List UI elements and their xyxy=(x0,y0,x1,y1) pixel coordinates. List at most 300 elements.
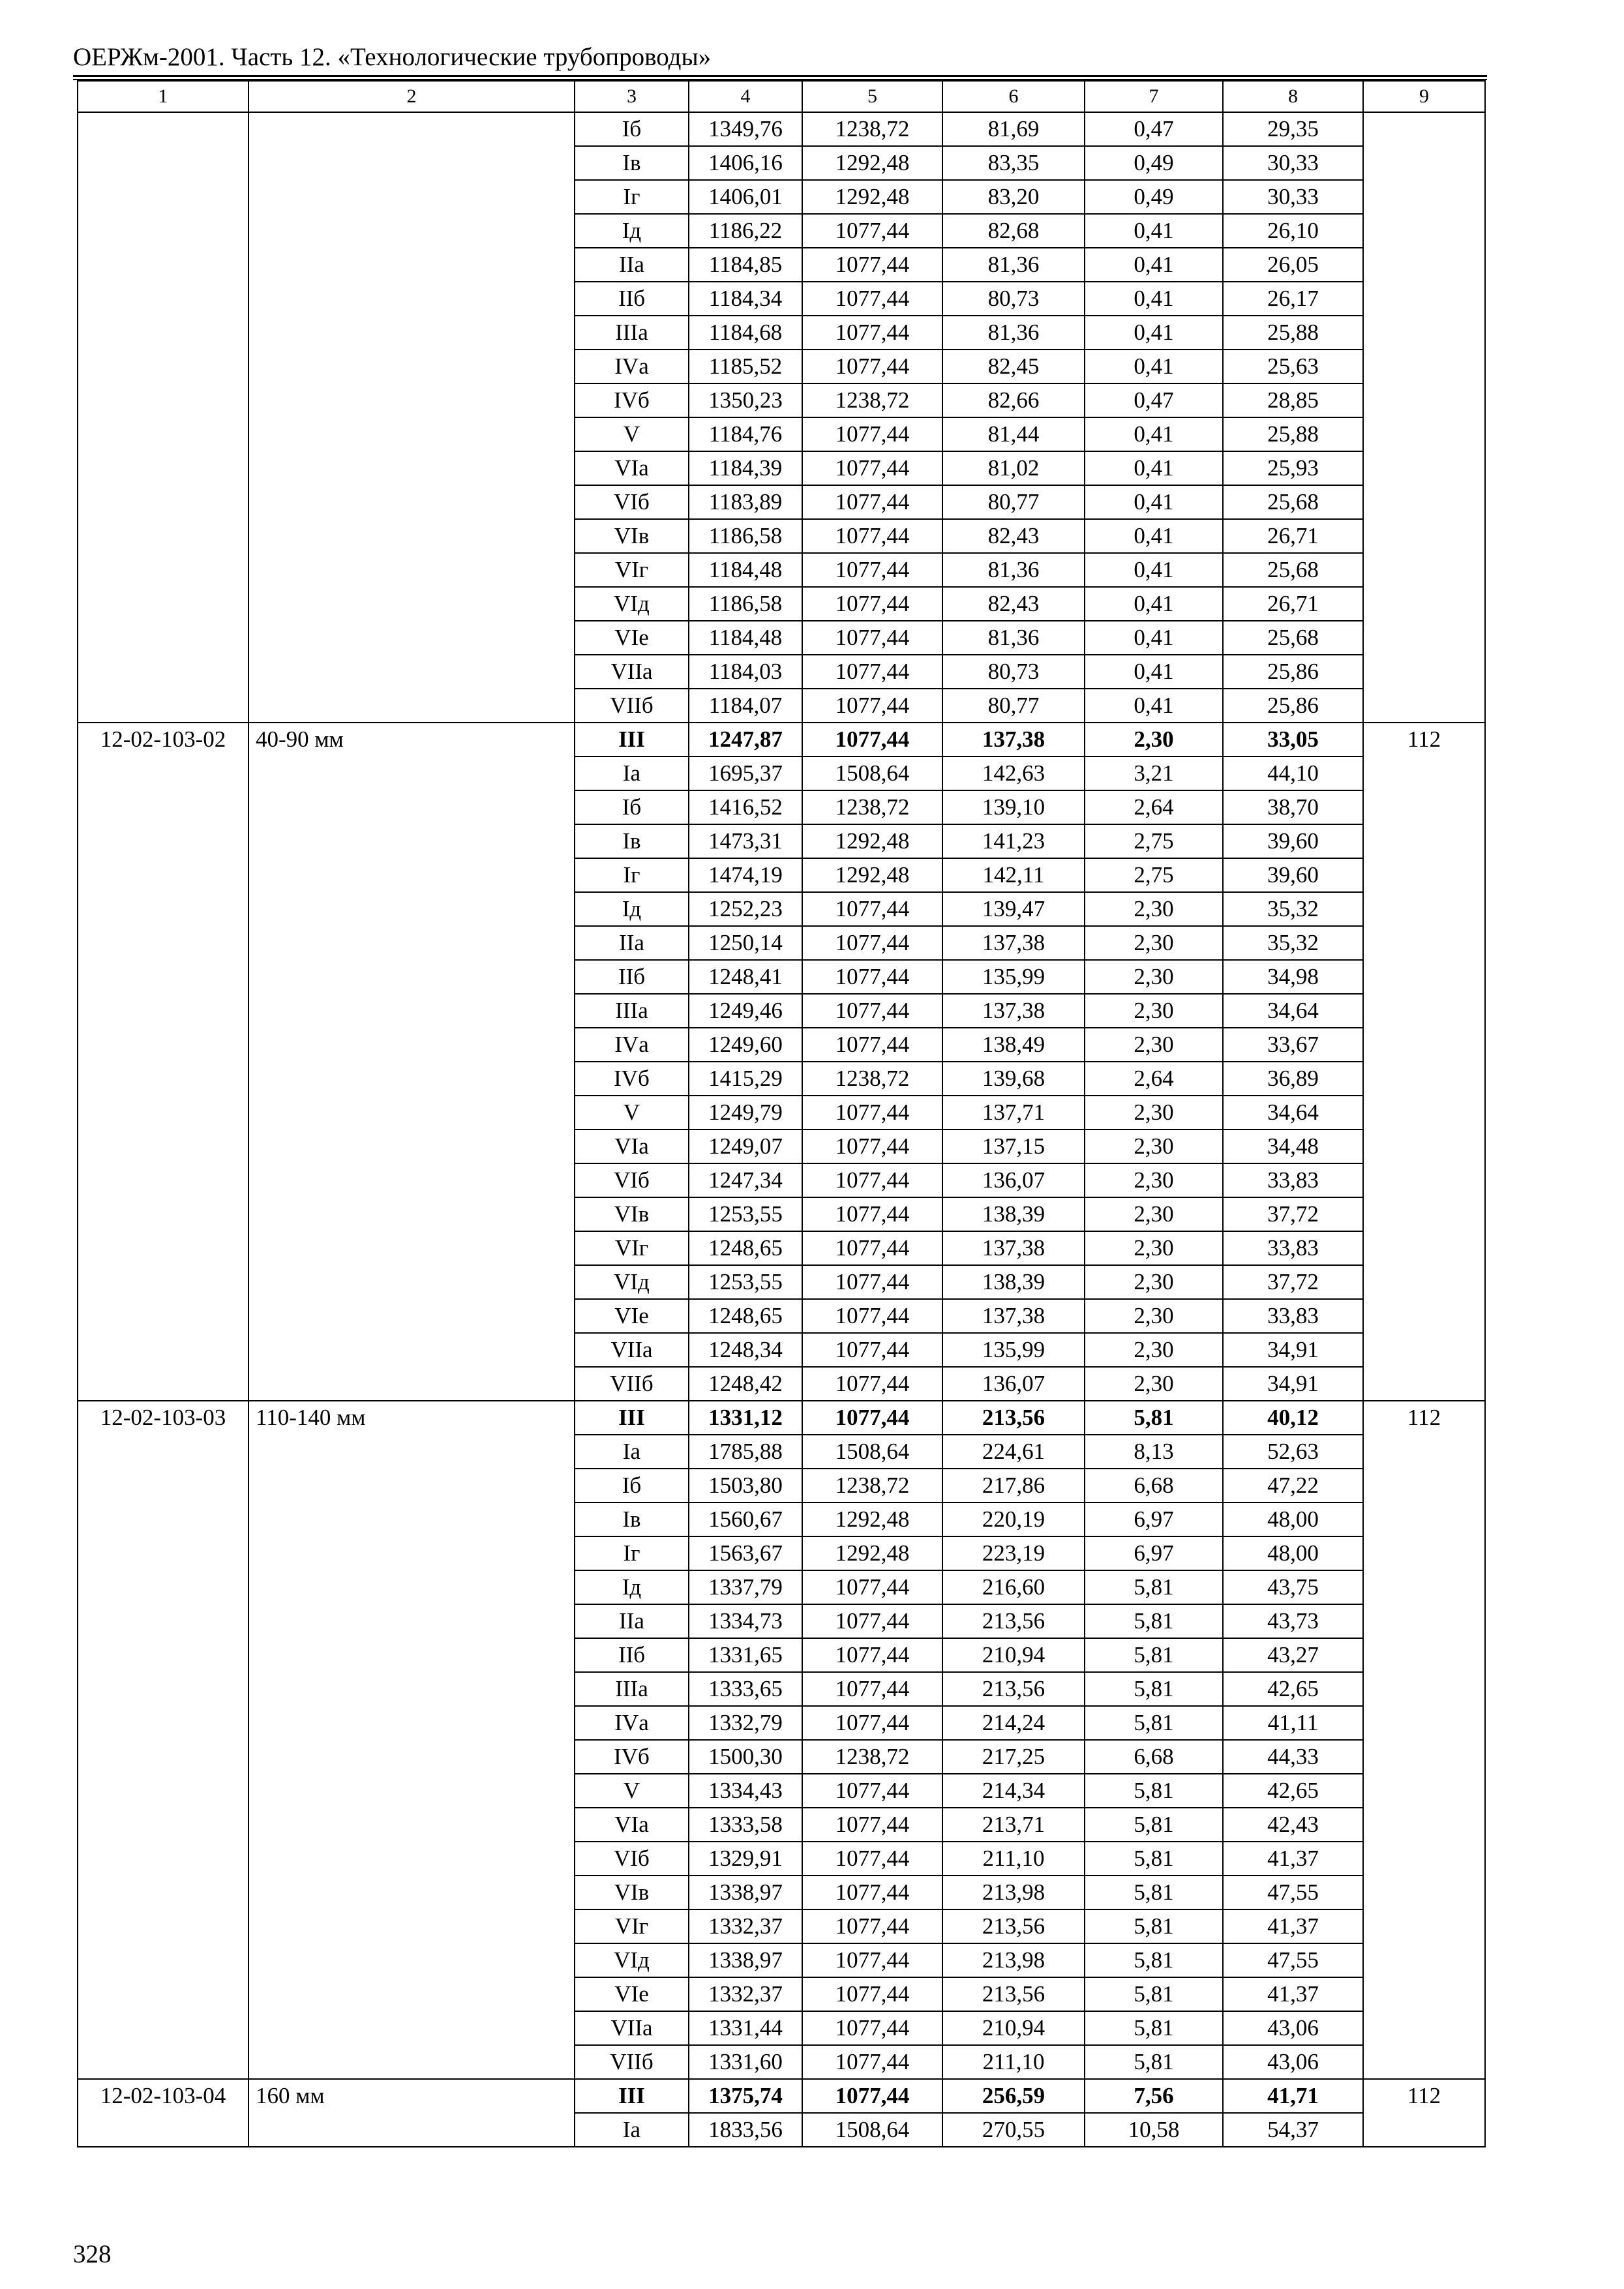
column-number-6: 6 xyxy=(942,81,1085,112)
value-col8: 48,00 xyxy=(1223,1536,1363,1570)
value-col8: 36,89 xyxy=(1223,1062,1363,1096)
value-col8: 44,10 xyxy=(1223,756,1363,790)
value-col5: 1077,44 xyxy=(802,2011,942,2045)
value-col6: 80,73 xyxy=(942,655,1085,689)
value-col8: 34,48 xyxy=(1223,1130,1363,1163)
value-col5: 1077,44 xyxy=(802,960,942,994)
class-cell: VIв xyxy=(575,1197,689,1231)
value-col8: 34,91 xyxy=(1223,1367,1363,1401)
header-rule xyxy=(73,75,1487,77)
value-col5: 1077,44 xyxy=(802,689,942,723)
value-col5: 1238,72 xyxy=(802,383,942,417)
value-col5: 1077,44 xyxy=(802,248,942,282)
column-number-5: 5 xyxy=(802,81,942,112)
value-col6: 83,35 xyxy=(942,146,1085,180)
value-col4: 1186,22 xyxy=(689,214,802,248)
value-col7: 5,81 xyxy=(1085,1638,1223,1672)
value-col7: 7,56 xyxy=(1085,2079,1223,2113)
class-cell: VIб xyxy=(575,485,689,519)
class-cell: Iг xyxy=(575,858,689,892)
rate-code-cell: 12-02-103-03 xyxy=(78,1401,248,2079)
value-col6: 82,43 xyxy=(942,587,1085,621)
value-col4: 1331,12 xyxy=(689,1401,802,1435)
class-cell: VIа xyxy=(575,1130,689,1163)
value-col6: 256,59 xyxy=(942,2079,1085,2113)
value-col6: 137,38 xyxy=(942,1299,1085,1333)
class-cell: IVб xyxy=(575,383,689,417)
class-cell: VIа xyxy=(575,1808,689,1842)
value-col8: 33,67 xyxy=(1223,1028,1363,1062)
class-cell: Iд xyxy=(575,892,689,926)
value-col6: 80,77 xyxy=(942,485,1085,519)
value-col7: 0,41 xyxy=(1085,282,1223,316)
class-cell: III xyxy=(575,723,689,756)
value-col5: 1077,44 xyxy=(802,1401,942,1435)
value-col8: 33,83 xyxy=(1223,1299,1363,1333)
value-col8: 34,64 xyxy=(1223,1096,1363,1130)
reference-cell: 112 xyxy=(1363,723,1485,1401)
value-col7: 8,13 xyxy=(1085,1435,1223,1469)
value-col6: 80,73 xyxy=(942,282,1085,316)
value-col7: 0,47 xyxy=(1085,383,1223,417)
class-cell: Iб xyxy=(575,112,689,146)
value-col7: 0,41 xyxy=(1085,485,1223,519)
column-number-9: 9 xyxy=(1363,81,1485,112)
value-col4: 1248,65 xyxy=(689,1231,802,1265)
value-col5: 1077,44 xyxy=(802,519,942,553)
value-col6: 216,60 xyxy=(942,1570,1085,1604)
value-col6: 81,36 xyxy=(942,248,1085,282)
value-col5: 1292,48 xyxy=(802,1503,942,1536)
value-col8: 43,06 xyxy=(1223,2045,1363,2079)
value-col6: 142,11 xyxy=(942,858,1085,892)
value-col4: 1184,34 xyxy=(689,282,802,316)
value-col7: 2,30 xyxy=(1085,892,1223,926)
value-col6: 214,24 xyxy=(942,1706,1085,1740)
class-cell: VIе xyxy=(575,621,689,655)
value-col5: 1077,44 xyxy=(802,2079,942,2113)
value-col6: 80,77 xyxy=(942,689,1085,723)
rate-code-cell: 12-02-103-02 xyxy=(78,723,248,1401)
value-col7: 5,81 xyxy=(1085,1774,1223,1808)
class-cell: Iа xyxy=(575,756,689,790)
class-cell: VIд xyxy=(575,1943,689,1977)
value-col4: 1249,46 xyxy=(689,994,802,1028)
value-col7: 2,30 xyxy=(1085,1265,1223,1299)
class-cell: IIIа xyxy=(575,1672,689,1706)
value-col7: 3,21 xyxy=(1085,756,1223,790)
value-col7: 5,81 xyxy=(1085,1401,1223,1435)
value-col6: 270,55 xyxy=(942,2113,1085,2147)
value-col5: 1077,44 xyxy=(802,1299,942,1333)
value-col5: 1238,72 xyxy=(802,1740,942,1774)
value-col6: 136,07 xyxy=(942,1163,1085,1197)
value-col6: 82,45 xyxy=(942,350,1085,383)
class-cell: VIIа xyxy=(575,1333,689,1367)
value-col5: 1077,44 xyxy=(802,1333,942,1367)
class-cell: VIIа xyxy=(575,2011,689,2045)
value-col4: 1249,07 xyxy=(689,1130,802,1163)
value-col8: 41,37 xyxy=(1223,1909,1363,1943)
value-col8: 34,64 xyxy=(1223,994,1363,1028)
value-col4: 1332,37 xyxy=(689,1977,802,2011)
reference-cell: 112 xyxy=(1363,1401,1485,2079)
value-col6: 139,47 xyxy=(942,892,1085,926)
value-col7: 6,68 xyxy=(1085,1740,1223,1774)
value-col6: 142,63 xyxy=(942,756,1085,790)
document-header-title: ОЕРЖм-2001. Часть 12. «Технологические трубопроводы» xyxy=(73,43,712,71)
value-col4: 1329,91 xyxy=(689,1842,802,1876)
value-col4: 1350,23 xyxy=(689,383,802,417)
value-col4: 1332,79 xyxy=(689,1706,802,1740)
table-row xyxy=(78,1401,1485,1435)
class-cell: IIа xyxy=(575,1604,689,1638)
class-cell: VIIб xyxy=(575,2045,689,2079)
value-col8: 26,17 xyxy=(1223,282,1363,316)
value-col5: 1077,44 xyxy=(802,1197,942,1231)
value-col8: 48,00 xyxy=(1223,1503,1363,1536)
class-cell: Iб xyxy=(575,1469,689,1503)
value-col4: 1253,55 xyxy=(689,1197,802,1231)
value-col5: 1292,48 xyxy=(802,1536,942,1570)
value-col7: 0,41 xyxy=(1085,519,1223,553)
value-col7: 2,30 xyxy=(1085,1299,1223,1333)
value-col8: 35,32 xyxy=(1223,892,1363,926)
value-col7: 0,41 xyxy=(1085,248,1223,282)
value-col8: 33,83 xyxy=(1223,1163,1363,1197)
value-col8: 30,33 xyxy=(1223,180,1363,214)
value-col6: 137,38 xyxy=(942,994,1085,1028)
value-col5: 1077,44 xyxy=(802,1977,942,2011)
value-col6: 135,99 xyxy=(942,960,1085,994)
value-col4: 1406,16 xyxy=(689,146,802,180)
value-col6: 210,94 xyxy=(942,2011,1085,2045)
value-col6: 224,61 xyxy=(942,1435,1085,1469)
value-col6: 82,68 xyxy=(942,214,1085,248)
value-col7: 2,30 xyxy=(1085,1197,1223,1231)
value-col6: 81,36 xyxy=(942,553,1085,587)
value-col7: 2,30 xyxy=(1085,960,1223,994)
value-col5: 1077,44 xyxy=(802,1130,942,1163)
value-col5: 1077,44 xyxy=(802,1163,942,1197)
value-col5: 1238,72 xyxy=(802,1062,942,1096)
value-col5: 1077,44 xyxy=(802,1096,942,1130)
value-col5: 1292,48 xyxy=(802,824,942,858)
value-col7: 2,30 xyxy=(1085,1028,1223,1062)
value-col7: 0,49 xyxy=(1085,146,1223,180)
value-col4: 1331,44 xyxy=(689,2011,802,2045)
value-col6: 139,68 xyxy=(942,1062,1085,1096)
value-col8: 43,73 xyxy=(1223,1604,1363,1638)
class-cell: V xyxy=(575,1774,689,1808)
rates-table xyxy=(77,80,1486,2147)
value-col4: 1695,37 xyxy=(689,756,802,790)
rates-table-container xyxy=(77,80,1484,2147)
value-col7: 0,41 xyxy=(1085,451,1223,485)
value-col4: 1184,07 xyxy=(689,689,802,723)
value-col6: 141,23 xyxy=(942,824,1085,858)
value-col7: 6,97 xyxy=(1085,1536,1223,1570)
class-cell: IVа xyxy=(575,350,689,383)
value-col5: 1077,44 xyxy=(802,587,942,621)
table-row xyxy=(78,112,1485,146)
value-col6: 211,10 xyxy=(942,2045,1085,2079)
class-cell: Iг xyxy=(575,1536,689,1570)
value-col6: 213,56 xyxy=(942,1977,1085,2011)
value-col6: 217,25 xyxy=(942,1740,1085,1774)
value-col4: 1248,65 xyxy=(689,1299,802,1333)
value-col4: 1473,31 xyxy=(689,824,802,858)
value-col7: 2,30 xyxy=(1085,994,1223,1028)
value-col5: 1238,72 xyxy=(802,112,942,146)
class-cell: Iб xyxy=(575,790,689,824)
class-cell: Iв xyxy=(575,824,689,858)
value-col6: 223,19 xyxy=(942,1536,1085,1570)
class-cell: VIа xyxy=(575,451,689,485)
value-col8: 25,63 xyxy=(1223,350,1363,383)
value-col4: 1184,39 xyxy=(689,451,802,485)
value-col4: 1474,19 xyxy=(689,858,802,892)
value-col8: 25,68 xyxy=(1223,485,1363,519)
value-col5: 1508,64 xyxy=(802,2113,942,2147)
value-col8: 43,06 xyxy=(1223,2011,1363,2045)
column-number-8: 8 xyxy=(1223,81,1363,112)
value-col4: 1334,73 xyxy=(689,1604,802,1638)
class-cell: Iа xyxy=(575,1435,689,1469)
value-col4: 1184,76 xyxy=(689,417,802,451)
class-cell: VIе xyxy=(575,1299,689,1333)
value-col8: 47,55 xyxy=(1223,1876,1363,1909)
rate-name-cell: 40-90 мм xyxy=(248,723,575,1401)
class-cell: Iд xyxy=(575,1570,689,1604)
value-col4: 1183,89 xyxy=(689,485,802,519)
value-col4: 1253,55 xyxy=(689,1265,802,1299)
value-col5: 1077,44 xyxy=(802,1265,942,1299)
rates-table-body xyxy=(78,81,1485,2147)
value-col8: 33,05 xyxy=(1223,723,1363,756)
class-cell: IVа xyxy=(575,1028,689,1062)
value-col8: 25,86 xyxy=(1223,689,1363,723)
value-col5: 1077,44 xyxy=(802,723,942,756)
value-col8: 39,60 xyxy=(1223,824,1363,858)
value-col7: 2,75 xyxy=(1085,824,1223,858)
rate-name-cell xyxy=(248,112,575,723)
value-col5: 1238,72 xyxy=(802,790,942,824)
value-col6: 211,10 xyxy=(942,1842,1085,1876)
value-col8: 34,91 xyxy=(1223,1333,1363,1367)
reference-cell: 112 xyxy=(1363,2079,1485,2147)
class-cell: IVа xyxy=(575,1706,689,1740)
value-col7: 2,30 xyxy=(1085,1163,1223,1197)
column-number-4: 4 xyxy=(689,81,802,112)
value-col6: 139,10 xyxy=(942,790,1085,824)
value-col6: 213,56 xyxy=(942,1401,1085,1435)
value-col7: 5,81 xyxy=(1085,1706,1223,1740)
value-col5: 1077,44 xyxy=(802,214,942,248)
value-col4: 1563,67 xyxy=(689,1536,802,1570)
value-col7: 2,30 xyxy=(1085,926,1223,960)
value-col4: 1331,65 xyxy=(689,1638,802,1672)
value-col5: 1077,44 xyxy=(802,1604,942,1638)
value-col5: 1077,44 xyxy=(802,655,942,689)
value-col5: 1077,44 xyxy=(802,1231,942,1265)
value-col8: 26,71 xyxy=(1223,587,1363,621)
page-number: 328 xyxy=(73,2240,112,2268)
value-col6: 137,38 xyxy=(942,926,1085,960)
class-cell: IIб xyxy=(575,282,689,316)
value-col6: 138,39 xyxy=(942,1265,1085,1299)
value-col7: 5,81 xyxy=(1085,1808,1223,1842)
rate-name-cell: 110-140 мм xyxy=(248,1401,575,2079)
value-col5: 1077,44 xyxy=(802,994,942,1028)
value-col8: 25,68 xyxy=(1223,553,1363,587)
rate-code-cell: 12-02-103-04 xyxy=(78,2079,248,2147)
value-col5: 1077,44 xyxy=(802,1706,942,1740)
class-cell: VIб xyxy=(575,1842,689,1876)
value-col6: 137,15 xyxy=(942,1130,1085,1163)
value-col4: 1338,97 xyxy=(689,1876,802,1909)
value-col8: 42,65 xyxy=(1223,1774,1363,1808)
value-col5: 1077,44 xyxy=(802,1774,942,1808)
value-col8: 41,37 xyxy=(1223,1842,1363,1876)
value-col7: 2,64 xyxy=(1085,1062,1223,1096)
value-col6: 138,39 xyxy=(942,1197,1085,1231)
class-cell: VIд xyxy=(575,1265,689,1299)
value-col8: 41,11 xyxy=(1223,1706,1363,1740)
value-col5: 1077,44 xyxy=(802,1943,942,1977)
class-cell: VIв xyxy=(575,1876,689,1909)
value-col4: 1503,80 xyxy=(689,1469,802,1503)
value-col5: 1077,44 xyxy=(802,2045,942,2079)
value-col8: 43,27 xyxy=(1223,1638,1363,1672)
value-col4: 1416,52 xyxy=(689,790,802,824)
value-col7: 0,49 xyxy=(1085,180,1223,214)
value-col5: 1077,44 xyxy=(802,1876,942,1909)
value-col7: 2,64 xyxy=(1085,790,1223,824)
value-col7: 5,81 xyxy=(1085,1672,1223,1706)
value-col4: 1184,48 xyxy=(689,621,802,655)
class-cell: Iв xyxy=(575,146,689,180)
value-col8: 26,10 xyxy=(1223,214,1363,248)
value-col8: 26,05 xyxy=(1223,248,1363,282)
value-col4: 1249,79 xyxy=(689,1096,802,1130)
value-col5: 1077,44 xyxy=(802,553,942,587)
value-col5: 1077,44 xyxy=(802,282,942,316)
value-col5: 1077,44 xyxy=(802,1808,942,1842)
value-col7: 2,30 xyxy=(1085,1367,1223,1401)
value-col5: 1292,48 xyxy=(802,180,942,214)
value-col6: 137,71 xyxy=(942,1096,1085,1130)
value-col4: 1338,97 xyxy=(689,1943,802,1977)
column-number-2: 2 xyxy=(248,81,575,112)
value-col6: 82,66 xyxy=(942,383,1085,417)
value-col8: 33,83 xyxy=(1223,1231,1363,1265)
value-col8: 54,37 xyxy=(1223,2113,1363,2147)
value-col6: 213,56 xyxy=(942,1909,1085,1943)
value-col5: 1077,44 xyxy=(802,892,942,926)
value-col7: 5,81 xyxy=(1085,1909,1223,1943)
value-col6: 81,36 xyxy=(942,316,1085,350)
value-col8: 34,98 xyxy=(1223,960,1363,994)
value-col6: 213,71 xyxy=(942,1808,1085,1842)
class-cell: VIIб xyxy=(575,1367,689,1401)
value-col4: 1184,85 xyxy=(689,248,802,282)
value-col4: 1249,60 xyxy=(689,1028,802,1062)
value-col5: 1077,44 xyxy=(802,485,942,519)
value-col6: 82,43 xyxy=(942,519,1085,553)
value-col5: 1292,48 xyxy=(802,146,942,180)
value-col5: 1077,44 xyxy=(802,451,942,485)
class-cell: VIIа xyxy=(575,655,689,689)
value-col7: 0,41 xyxy=(1085,553,1223,587)
value-col6: 214,34 xyxy=(942,1774,1085,1808)
value-col7: 2,30 xyxy=(1085,723,1223,756)
class-cell: IVб xyxy=(575,1062,689,1096)
value-col8: 35,32 xyxy=(1223,926,1363,960)
value-col7: 0,41 xyxy=(1085,621,1223,655)
class-cell: VIд xyxy=(575,587,689,621)
value-col7: 0,41 xyxy=(1085,214,1223,248)
value-col7: 0,41 xyxy=(1085,350,1223,383)
value-col4: 1248,34 xyxy=(689,1333,802,1367)
value-col6: 83,20 xyxy=(942,180,1085,214)
value-col6: 81,44 xyxy=(942,417,1085,451)
value-col6: 138,49 xyxy=(942,1028,1085,1062)
value-col8: 25,86 xyxy=(1223,655,1363,689)
value-col7: 5,81 xyxy=(1085,2045,1223,2079)
value-col7: 0,41 xyxy=(1085,316,1223,350)
value-col7: 5,81 xyxy=(1085,2011,1223,2045)
value-col7: 5,81 xyxy=(1085,1604,1223,1638)
value-col7: 5,81 xyxy=(1085,1570,1223,1604)
value-col8: 47,55 xyxy=(1223,1943,1363,1977)
value-col6: 137,38 xyxy=(942,723,1085,756)
value-col4: 1415,29 xyxy=(689,1062,802,1096)
value-col8: 25,88 xyxy=(1223,316,1363,350)
rate-code-cell xyxy=(78,112,248,723)
value-col8: 42,43 xyxy=(1223,1808,1363,1842)
value-col6: 81,36 xyxy=(942,621,1085,655)
value-col8: 29,35 xyxy=(1223,112,1363,146)
value-col7: 0,41 xyxy=(1085,689,1223,723)
class-cell: IIIа xyxy=(575,994,689,1028)
class-cell: VIг xyxy=(575,1231,689,1265)
class-cell: Iа xyxy=(575,2113,689,2147)
value-col8: 25,88 xyxy=(1223,417,1363,451)
value-col4: 1247,87 xyxy=(689,723,802,756)
value-col4: 1560,67 xyxy=(689,1503,802,1536)
value-col5: 1077,44 xyxy=(802,350,942,383)
class-cell: VIе xyxy=(575,1977,689,2011)
value-col6: 210,94 xyxy=(942,1638,1085,1672)
value-col5: 1292,48 xyxy=(802,858,942,892)
value-col7: 2,75 xyxy=(1085,858,1223,892)
class-cell: IVб xyxy=(575,1740,689,1774)
class-cell: Iв xyxy=(575,1503,689,1536)
value-col5: 1508,64 xyxy=(802,756,942,790)
value-col6: 213,98 xyxy=(942,1943,1085,1977)
class-cell: VIг xyxy=(575,553,689,587)
value-col5: 1077,44 xyxy=(802,316,942,350)
value-col8: 41,71 xyxy=(1223,2079,1363,2113)
value-col4: 1333,65 xyxy=(689,1672,802,1706)
value-col4: 1337,79 xyxy=(689,1570,802,1604)
value-col8: 43,75 xyxy=(1223,1570,1363,1604)
value-col5: 1077,44 xyxy=(802,1842,942,1876)
value-col5: 1077,44 xyxy=(802,1672,942,1706)
class-cell: III xyxy=(575,2079,689,2113)
value-col7: 2,30 xyxy=(1085,1333,1223,1367)
